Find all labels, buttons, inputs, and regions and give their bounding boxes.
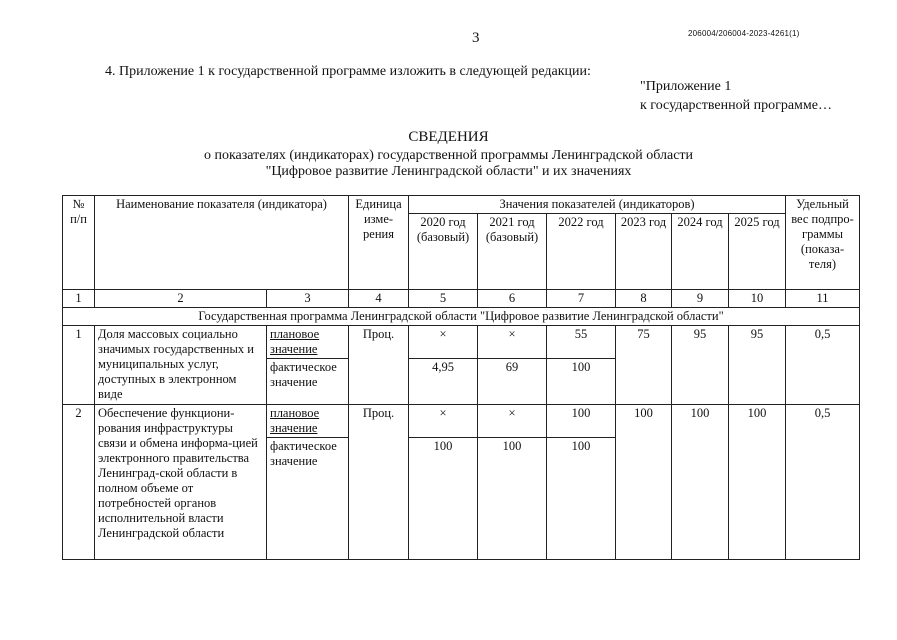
- header-values-group: Значения показателей (индикаторов): [409, 196, 786, 214]
- fact-value: 69: [478, 359, 547, 405]
- plan-value: 100: [616, 405, 672, 560]
- unit-cell: Проц.: [349, 326, 409, 405]
- header-year: 2024 год: [672, 214, 729, 290]
- fact-value: 4,95: [409, 359, 478, 405]
- plan-value: ×: [478, 405, 547, 438]
- fact-value: 100: [478, 438, 547, 560]
- indicator-name: Обеспечение функциони-рования инфраструктуры связи и обмена информа-цией электронного правительства Ленинград-ской области в полном объеме от потребностей органов исполнительной власти Ленинградской области: [95, 405, 267, 560]
- plan-value: 100: [547, 405, 616, 438]
- document-title: СВЕДЕНИЯ: [408, 129, 489, 145]
- header-unit: Единица изме-рения: [349, 196, 409, 290]
- column-number: 5: [409, 290, 478, 308]
- plan-value: 100: [729, 405, 786, 560]
- plan-value: ×: [409, 405, 478, 438]
- plan-value: 95: [672, 326, 729, 405]
- document-subtitle-line2: "Цифровое развитие Ленинградской области" и их значениях: [265, 164, 632, 179]
- column-number: 7: [547, 290, 616, 308]
- fact-value: 100: [547, 359, 616, 405]
- intro-text: 4. Приложение 1 к государственной программе изложить в следующей редакции:: [105, 64, 591, 79]
- plan-label: плановое значение: [267, 405, 349, 438]
- fact-value: 100: [547, 438, 616, 560]
- plan-value: ×: [478, 326, 547, 359]
- plan-value: 100: [672, 405, 729, 560]
- header-year: 2022 год: [547, 214, 616, 290]
- page-number: 3: [472, 30, 480, 46]
- header-weight: Удельный вес подпро-граммы (показа-теля): [786, 196, 860, 290]
- column-number: 4: [349, 290, 409, 308]
- column-number: 8: [616, 290, 672, 308]
- appendix-label-line1: "Приложение 1: [640, 79, 732, 94]
- column-number: 3: [267, 290, 349, 308]
- row-num: 2: [63, 405, 95, 560]
- header-year: 2023 год: [616, 214, 672, 290]
- header-year: 2020 год (базовый): [409, 214, 478, 290]
- plan-value: ×: [409, 326, 478, 359]
- document-code: 206004/206004-2023-4261(1): [688, 29, 800, 38]
- fact-label: фактическое значение: [267, 359, 349, 405]
- plan-value: 75: [616, 326, 672, 405]
- column-number: 6: [478, 290, 547, 308]
- header-year: 2021 год (базовый): [478, 214, 547, 290]
- plan-label: плановое значение: [267, 326, 349, 359]
- indicators-table: [62, 195, 860, 560]
- appendix-label-line2: к государственной программе…: [640, 98, 832, 113]
- section-header: Государственная программа Ленинградской области "Цифровое развитие Ленинградской области": [63, 308, 860, 326]
- fact-value: 100: [409, 438, 478, 560]
- weight-cell: 0,5: [786, 405, 860, 560]
- column-number: 1: [63, 290, 95, 308]
- plan-value: 95: [729, 326, 786, 405]
- plan-value: 55: [547, 326, 616, 359]
- column-number: 11: [786, 290, 860, 308]
- column-number: 2: [95, 290, 267, 308]
- column-number: 9: [672, 290, 729, 308]
- column-number: 10: [729, 290, 786, 308]
- fact-label: фактическое значение: [267, 438, 349, 560]
- document-subtitle-line1: о показателях (индикаторах) государственной программы Ленинградской области: [203, 148, 694, 163]
- header-name: Наименование показателя (индикатора): [95, 196, 349, 290]
- row-num: 1: [63, 326, 95, 405]
- indicator-name: Доля массовых социально значимых государственных и муниципальных услуг, доступных в электронном виде: [95, 326, 267, 405]
- header-year: 2025 год: [729, 214, 786, 290]
- header-num: № п/п: [63, 196, 95, 290]
- weight-cell: 0,5: [786, 326, 860, 405]
- unit-cell: Проц.: [349, 405, 409, 560]
